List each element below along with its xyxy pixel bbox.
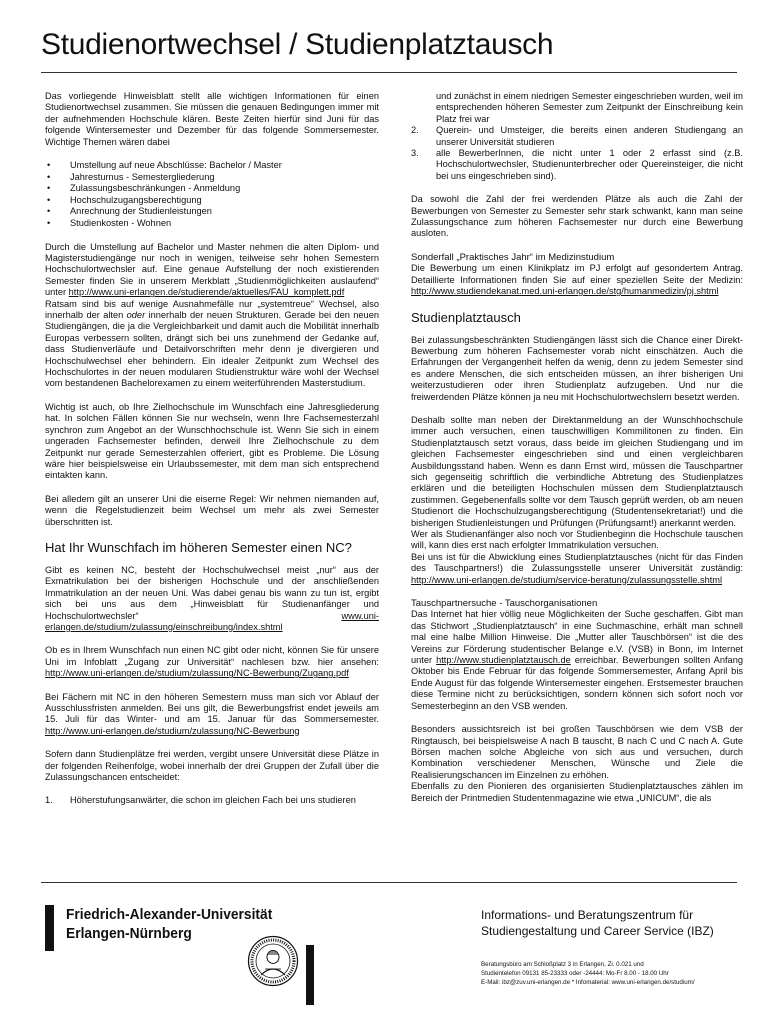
right-column <box>411 91 743 804</box>
ranking-list <box>45 795 379 806</box>
zahl-paragraph: Da sowohl die Zahl der frei werdenden Plätze als auch die Zahl der Bewerbungen von Semester zu Semester sehr stark schwankt, kann man seine Zulassungschance zum höheren Fachsemester nur durch eine Bewerbung ausloten. <box>411 194 743 239</box>
bullet-icon: • <box>47 194 51 205</box>
intro-paragraph: Das vorliegende Hinweisblatt stellt alle wichtigen Informationen für einen Studienortwechsel zusammen. Sie müssen die genauen Bedingungen immer mit der aufnehmenden Hochschule klären. Beste Zeiten hierfür sind Juni für das folgende Wintersemester und Dezember für das folgende Sommersemester. Wichtige Themen wären dabei <box>45 91 379 147</box>
tausch-paragraph-2: Deshalb sollte man neben der Direktanmeldung an der Wunschhochschule immer auch versuchen, einen tauschwilligen Kommilitonen zu finden. Ein Studienplatztausch setzt voraus, dass beide im gleichen Studiengang und im gleichen Fachsemester eingeschrieben sind und einen vergleichbaren Ausbildungsstand haben. Wenn es dann Ernst wird, müssen die Tauschpartner sich gegenseitig schriftlich die verbindliche Abtretung des Studienplatzes erklären und die beteiligten Hochschulen müssen dem Studienplatztausch zustimmen. Gegebenenfalls sollte vor dem Tausch geprüft werden, ob am neuen Studienort die Hochschulzugangsberechtigung (Studentensekretariat!) und die bisherigen Studienleistungen und Prüfungen (Prüfungsamt!) anerkannt werden. <box>411 414 743 528</box>
tausch-paragraph-4: Bei uns ist für die Abwicklung eines Studienplatztausches (nicht für das Finden des Tauschpartners!) die Zulassungsstelle unserer Universität zuständig: http://www.uni-erlangen.de/studium/service-beratung/zulassungsstelle.shtml <box>411 551 743 585</box>
regel-paragraph: Bei alledem gilt an unserer Uni die eiserne Regel: Wir nehmen niemanden auf, wenn die Regelstudienzeit beim Wechsel um mehr als zwei Semester überschritten ist. <box>45 493 379 527</box>
list-item: und zunächst in einem niedrigen Semester eingeschrieben wurden, weil im entsprechenden höheren Semester zum Zeitpunkt der Einschreibung kein Platz frei war <box>436 91 743 124</box>
einschreibung-link[interactable]: www.uni-erlangen.de/studium/zulassung/einschreibung/index.shtml <box>45 610 379 632</box>
bottom-divider <box>41 882 737 883</box>
ibz-title: Informations- und Beratungszentrum für Studiengestaltung und Career Service (IBZ) <box>481 908 714 938</box>
boersen-paragraph-1: Besonders aussichtsreich ist bei großen Tauschbörsen wie dem VSB der Ringtausch, bei beispielsweise A nach B tauscht, B nach C und C nach A. Gute Börsen machen solche Abgleiche von sich aus und versuchen, durch Kombination verschiedener Menschen, Wünsche und Ziele die Realisierungschancen im Einzelnen zu erhöhen. <box>411 724 743 780</box>
university-logo-text: Friedrich-Alexander-Universität Erlangen-Nürnberg <box>66 906 273 942</box>
topics-list <box>45 160 379 230</box>
list-item: • Umstellung auf neue Abschlüsse: Bachelor / Master <box>47 160 282 171</box>
top-divider <box>41 72 737 73</box>
pj-link[interactable]: http://www.studiendekanat.med.uni-erlangen.de/stg/humanmedizin/pj.shtml <box>411 286 719 297</box>
list-item: • Hochschulzugangsberechtigung <box>47 194 202 205</box>
tauschpartnersuche-heading: Tauschpartnersuche - Tauschorganisationen <box>411 598 598 610</box>
list-item: • Zulassungsbeschränkungen - Anmeldung <box>47 183 241 194</box>
auslaufend-link[interactable]: http://www.uni-erlangen.de/studierende/aktuelles/FAU_komplett.pdf <box>68 287 345 298</box>
suche-paragraph: Das Internet hat hier völlig neue Möglichkeiten der Suche geschaffen. Gibt man das Stichwort „Studienplatztausch“ in eine Suchmaschine, erhält man schnell mal eine halbe Million Hinweise. Die „Mutter aller Tauschbörsen“ ist die des Vereins zur Förderung studentischer Belange e.V. (VSB) in Bonn, im Internet unter http://www.studienplatztausch.de erreichbar. Bewerbungen sollten Anfang Oktober bis Ende Februar für das folgende Sommersemester, Anfang April bis Ende August für das folgende Wintersemester eingehen. Erstsemester brauchen diese Termine nicht zu berücksichtigen, sondern können sich sofort noch vor Semesterbeginn an den VSB wenden. <box>411 609 743 711</box>
bachelor-paragraph: Durch die Umstellung auf Bachelor und Master nehmen die alten Diplom- und Magisterstudiengänge nur noch in wenigen, teilweise sehr hohen Semestern Hochschulortwechsler auf. Eine genaue Aufstellung der noch existierenden Semester finden Sie in unserem Merkblatt „Studienmöglichkeiten auslaufend“ unter http://www.uni-erlangen.de/studierende/aktuelles/FAU_komplett.pdf Ratsam sind bis auf wenige Ausnahmefälle nur „systemtreue“ Wechsel, also innerhalb der alten oder innerhalb der neuen Strukturen. Gerade bei den neuen Studiengängen, die ja die Vergleichbarkeit und damit auch die Mobilität innerhalb Europas verbessern sollten, drängt sich bei uns zunehmend der Gedanke auf, dass Studienverläufe und Detailvorschriften mehr denn je divergieren und Hochschulwechsel eher behindern. Ein idealer Zeitpunkt zum Wechsel des Hochschulortes in der neuen modularen Studienstruktur wäre wohl der Wechsel vom bestandenen Bachelorexamen zu einem weiterführenden Masterstudium. <box>45 241 379 389</box>
zugang-link[interactable]: http://www.uni-erlangen.de/studium/zulassung/NC-Bewerbung/Zugang.pdf <box>45 668 349 679</box>
bullet-icon: • <box>47 206 51 217</box>
list-item: 3. alle BewerberInnen, die nicht unter 1 oder 2 erfasst sind (z.B. Hochschulortwechsler, Studienunterbrecher oder Quereinsteiger, die nicht bei uns eingeschrieben sind). <box>411 148 743 181</box>
list-item: 2. Querein- und Umsteiger, die bereits einen anderen Studiengang an unserer Universität studieren <box>411 125 743 147</box>
infoblatt-paragraph: Ob es in Ihrem Wunschfach nun einen NC gibt oder nicht, können Sie für unsere Uni im Infoblatt „Zugang zur Universität“ nachlesen bzw. hier ansehen: http://www.uni-erlangen.de/studium/zulassung/NC-Bewerbung/Zugang.pdf <box>45 645 379 679</box>
reihenfolge-paragraph: Sofern dann Studienplätze frei werden, vergibt unsere Universität diese Plätze in der folgenden Reihenfolge, wobei innerhalb der drei Gruppen der Zufall über die Zulassungschancen entscheidet: <box>45 749 379 783</box>
bullet-icon: • <box>47 160 51 171</box>
logo-bar-icon <box>45 905 54 951</box>
logo-bar-icon <box>306 945 314 1005</box>
studienplatztausch-heading: Studienplatztausch <box>411 309 521 325</box>
ranking-list-continued <box>411 91 743 182</box>
bullet-icon: • <box>47 171 51 182</box>
fristen-paragraph: Bei Fächern mit NC in den höheren Semestern muss man sich vor Ablauf der Ausschlussfristen anmelden. Bei uns gilt, die Bewerbungsfrist endet jeweils am 15. Juli für das Winter- und am 15. Januar für das Sommersemester. http://www.uni-erlangen.de/studium/zulassung/NC-Bewerbung <box>45 691 379 736</box>
boersen-paragraph-2: Ebenfalls zu den Pionieren des organisierten Studienplatztausches zählen im Bereich der Printmedien Studentenmagazine wie etwa „UNICUM“, die als <box>411 781 743 803</box>
studienplatztausch-link[interactable]: http://www.studienplatztausch.de <box>436 655 571 666</box>
jahresgliederung-paragraph: Wichtig ist auch, ob Ihre Zielhochschule im Wunschfach eine Jahresgliederung hat. In solchen Fällen können Sie nur wechseln, wenn Ihre Fachsemesterzahl synchron zum Angebot an der Wunschhochschule ist. Wenn Sie sich in einem ungeraden Fachsemester befinden, derweil Ihre Zielhochschule zu dem Zeitpunkt nur gerade Semesterzahlen offeriert, gibt es Probleme. Die Lösung wäre hier beispielsweise ein Urlaubssemester, mit dem man sich entsprechend eintakten kann. <box>45 401 379 481</box>
pj-heading: Sonderfall „Praktisches Jahr“ im Medizinstudium <box>411 251 615 263</box>
university-seal-icon <box>247 935 299 987</box>
tausch-paragraph-3: Wer als Studienanfänger also noch vor Studienbeginn die Hochschule tauschen will, kann dies erst nach erfolgter Immatrikulation versuchen. <box>411 529 743 551</box>
list-item: • Jahresturnus - Semestergliederung <box>47 171 215 182</box>
nc-paragraph: Gibt es keinen NC, besteht der Hochschulwechsel meist „nur“ aus der Exmatrikulation bei der bisherigen Hochschule und der anschließenden Immatrikulation an der neuen Uni. Was dabei genau bis wann zu tun ist, ergibt sich bei uns aus dem „Hinweisblatt für Studienanfänger und Hochschulortwechsler“ www.uni-erlangen.de/studium/zulassung/einschreibung/index.shtml <box>45 564 379 632</box>
zulassungsstelle-link[interactable]: http://www.uni-erlangen.de/studium/service-beratung/zulassungsstelle.shtml <box>411 574 723 585</box>
pj-paragraph: Die Bewerbung um einen Klinikplatz im PJ erfolgt auf gesondertem Antrag. Detaillierte Informationen finden Sie auf einer speziellen Seite der Medizin: http://www.studiendekanat.med.uni-erlangen.de/stg/humanmedizin/pj.shtml <box>411 263 743 297</box>
nc-bewerbung-link[interactable]: http://www.uni-erlangen.de/studium/zulassung/NC-Bewerbung <box>45 725 300 736</box>
list-item: • Studienkosten - Wohnen <box>47 218 172 228</box>
page-title: Studienortwechsel / Studienplatztausch <box>41 28 554 61</box>
bullet-icon: • <box>47 183 51 194</box>
bullet-icon: • <box>47 218 51 228</box>
nc-heading: Hat Ihr Wunschfach im höheren Semester einen NC? <box>45 539 352 555</box>
tausch-paragraph-1: Bei zulassungsbeschränkten Studiengängen lässt sich die Chance einer Direkt-Bewerbung zum höheren Fachsemester vorab nicht einschätzen. Auch die Erfahrungen der Vergangenheit helfen da wenig, denn zu jedem Semester sind es andere Menschen, die sich entscheiden müssen, an ihrer bisherigen Uni weiterzustudieren oder ihren Studienplatz aufzugeben. Und nur die freiwerdenden Plätze können ja neu mit Hochschulortwechslern besetzt werden. <box>411 334 743 402</box>
left-column <box>45 91 379 819</box>
ibz-contact: Beratungsbüro am Schloßplatz 3 in Erlangen, Zi. 0.021 und Studientelefon 09131 85-23333 oder -24444: Mo-Fr 8.00 - 18.00 Uhr E-Mail: ibz@zuv.uni-erlangen.de * Infomaterial: www.uni-erlangen.de/studium/ <box>481 961 695 986</box>
list-item: • Anrechnung der Studienleistungen <box>47 206 212 217</box>
list-item: 1. Höherstufungsanwärter, die schon im gleichen Fach bei uns studieren <box>45 795 356 806</box>
